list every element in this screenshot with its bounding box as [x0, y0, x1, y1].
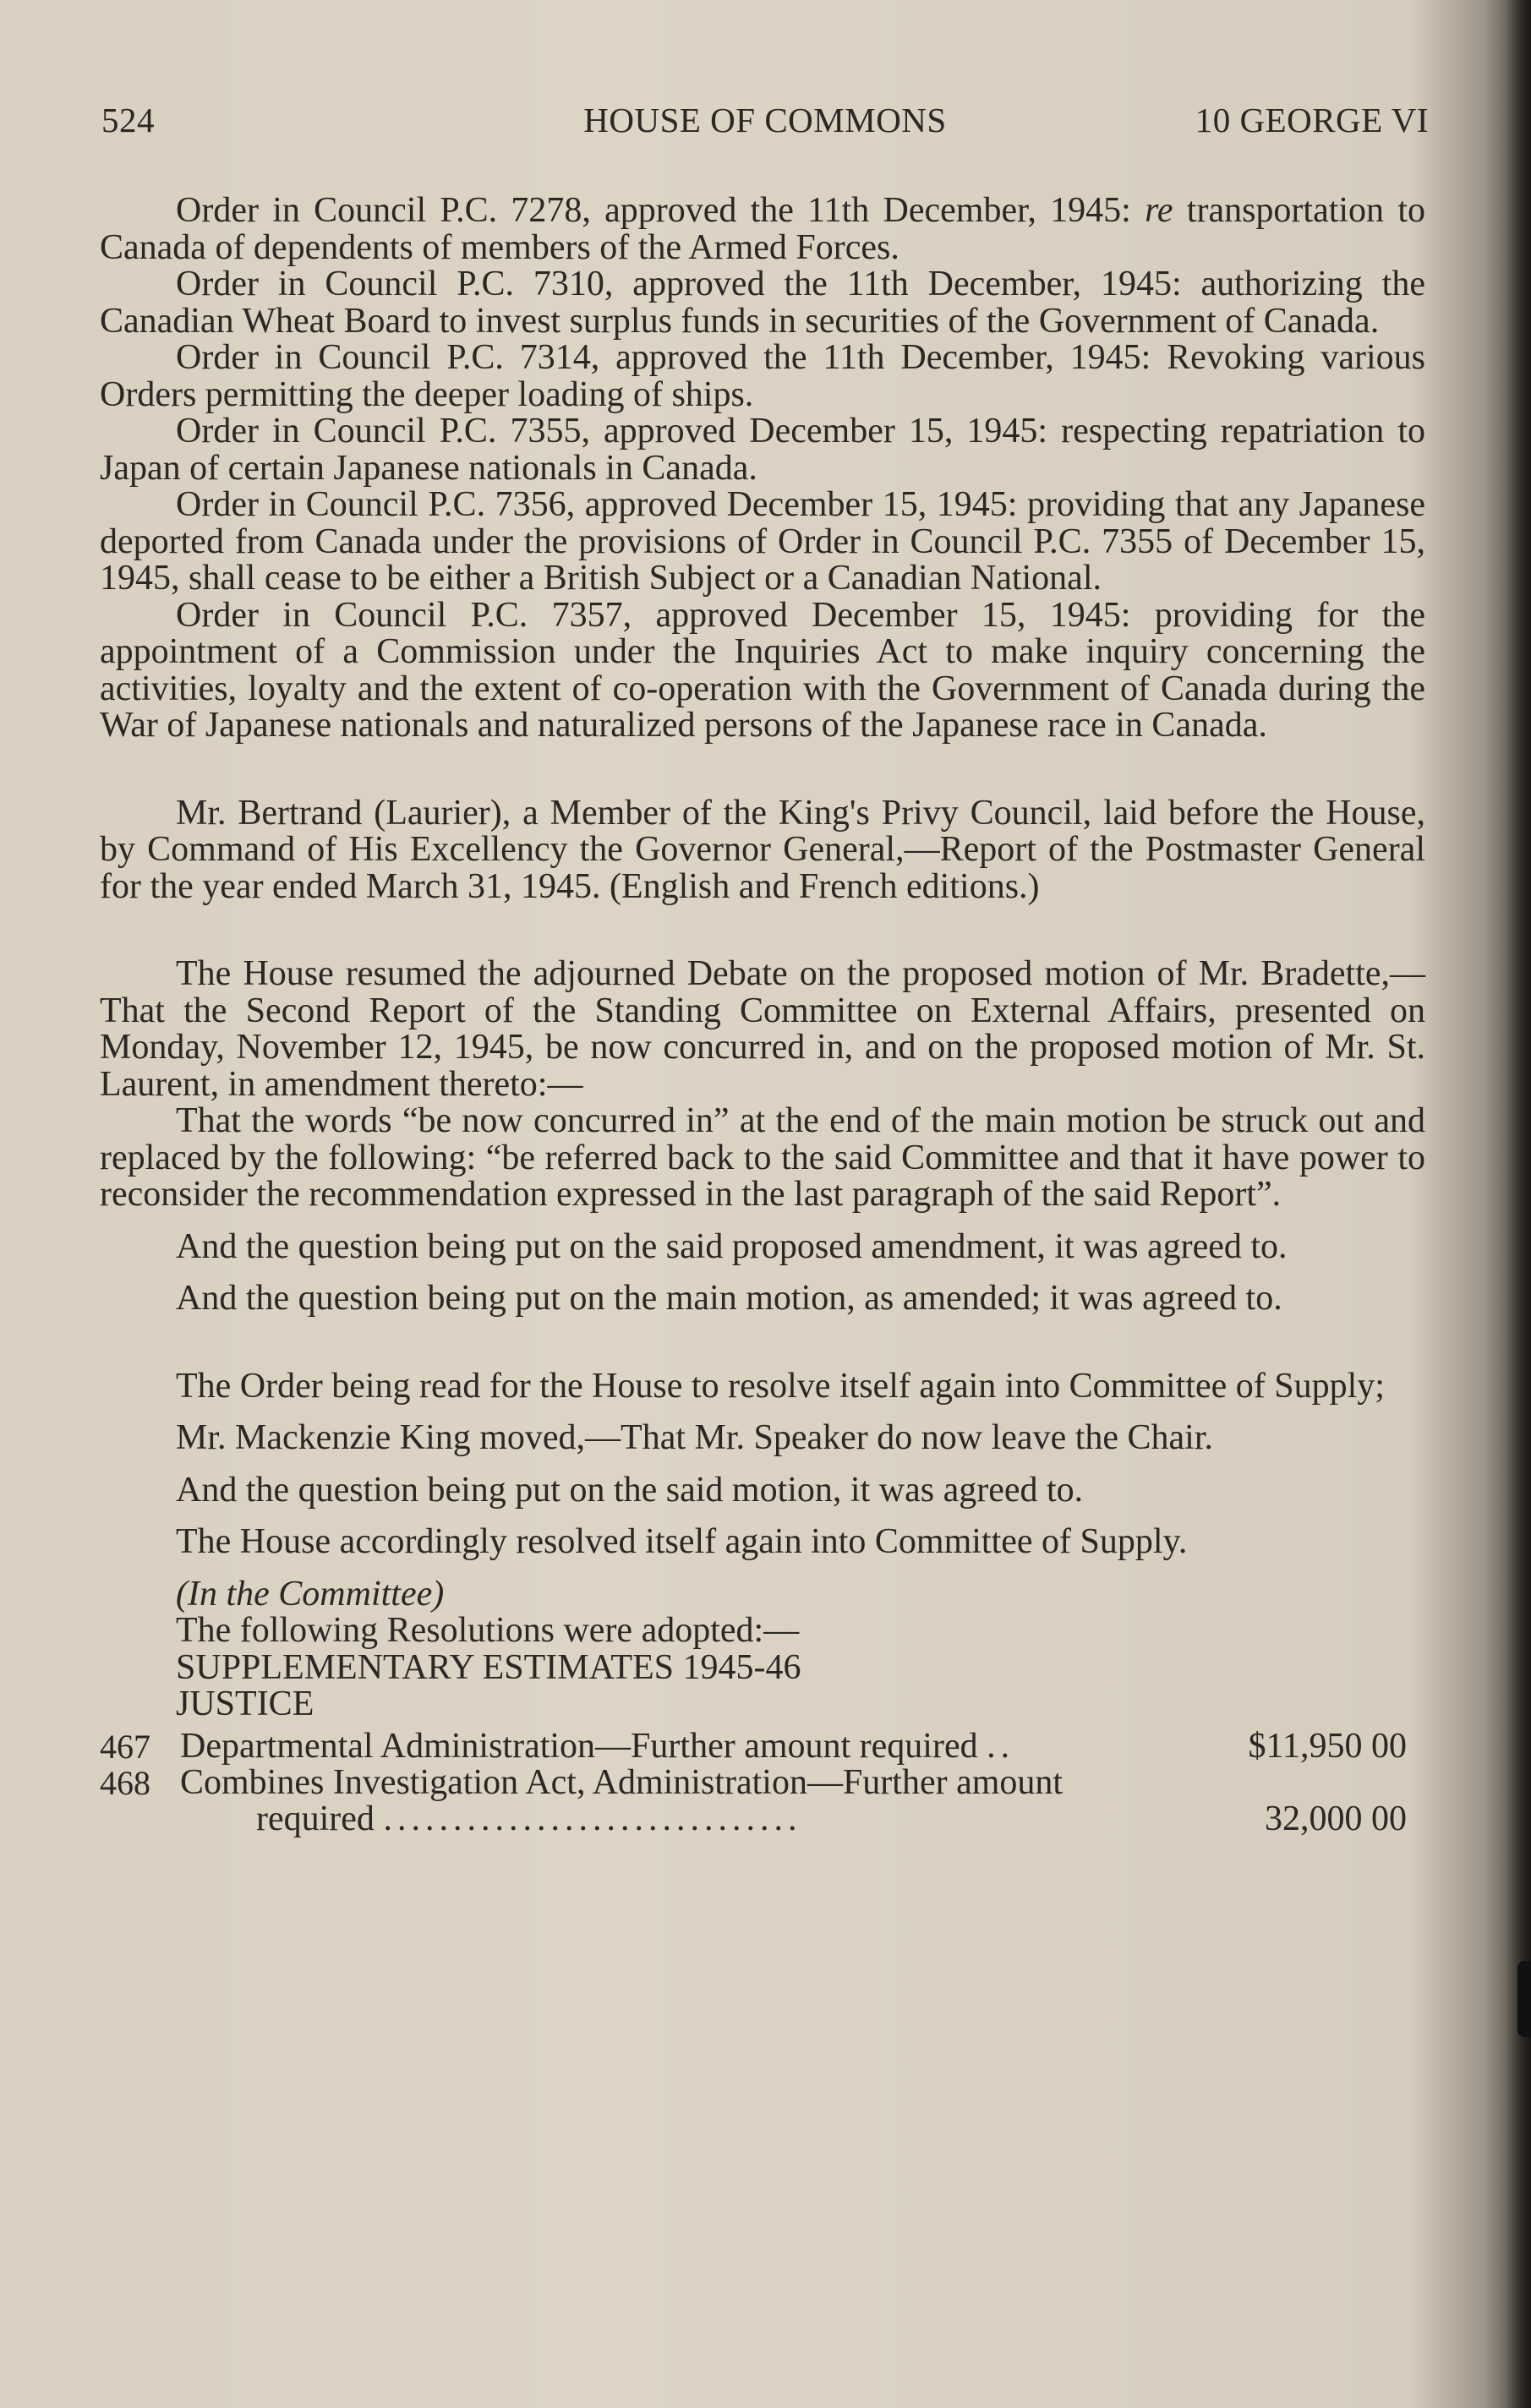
page-number: 524 [101, 101, 155, 139]
order-paragraph: Order in Council P.C. 7357, approved December 15, 1945: providing for the appointment of a Commission under the Inquiries Act to make inquiry concerning the activities, loyalty and the extent of co-operation with the Government of Canada during the War of Japanese nationals and naturalized persons of the Japanese race in Canada. [100, 595, 1425, 745]
binding-clip [1517, 1961, 1531, 2037]
journal-title: HOUSE OF COMMONS [583, 101, 947, 139]
in-committee-heading: (In the Committee) [176, 1574, 445, 1614]
supply-order-paragraph: The Order being read for the House to resolve itself again into Committee of Supply; [176, 1366, 1385, 1406]
journal-body [100, 193, 1425, 1837]
estimates-heading: SUPPLEMENTARY ESTIMATES 1945-46 [176, 1647, 801, 1687]
bertrand-report-paragraph: Mr. Bertrand (Laurier), a Member of the King's Privy Council, laid before the House, by Command of His Excellency the Governor General,—Report of the Postmaster General for the year ended March 31, 1945. (English and French editions.) [100, 793, 1425, 906]
estimate-item-continuation [100, 1801, 1425, 1837]
dot-leader: .............................. [383, 1799, 802, 1838]
estimate-description: Departmental Administration—Further amount required .. [180, 1726, 1015, 1766]
page-header [101, 100, 1429, 150]
order-paragraph: Order in Council P.C. 7310, approved the 11th December, 1945: authorizing the Canadian Wheat Board to invest surplus funds in securities of the Government of Canada. [100, 265, 1425, 341]
debate-resumed-paragraph: The House resumed the adjourned Debate on the proposed motion of Mr. Bradette,—That the Second Report of the Standing Committee on External Affairs, presented on Monday, November 12, 1945, be now concurred in, and on the proposed motion of Mr. St. Laurent, in amendment thereto:— [100, 954, 1425, 1104]
estimate-number: 467 [100, 1727, 150, 1766]
committee-resolved-paragraph: The House accordingly resolved itself again into Committee of Supply. [176, 1522, 1188, 1561]
order-paragraph: Order in Council P.C. 7278, approved the 11th December, 1945: re transportation to Canada of dependents of members of the Armed Forces. [100, 191, 1425, 267]
dot-leader: .. [987, 1726, 1015, 1766]
estimate-amount: 32,000 00 [1265, 1799, 1407, 1838]
estimate-description: Combines Investigation Act, Administration—Further amount [180, 1762, 1063, 1802]
regnal-year: 10 GEORGE VI [1195, 101, 1429, 139]
estimate-item [100, 1762, 1425, 1802]
question-amendment-paragraph: And the question being put on the said proposed amendment, it was agreed to. [176, 1226, 1288, 1266]
page-edge-shadow [1506, 0, 1531, 2408]
resolutions-adopted-paragraph: The following Resolutions were adopted:— [176, 1611, 800, 1650]
order-paragraph: Order in Council P.C. 7356, approved December 15, 1945: providing that any Japanese deported from Canada under the provisions of Order in Council P.C. 7355 of December 15, 1945, shall cease to be either a British Subject or a Canadian National. [100, 485, 1425, 598]
order-paragraph: Order in Council P.C. 7355, approved December 15, 1945: respecting repatriation to Japan of certain Japanese nationals in Canada. [100, 412, 1425, 488]
estimate-number: 468 [100, 1763, 150, 1802]
estimate-amount: $11,950 00 [1248, 1726, 1407, 1766]
question-main-paragraph: And the question being put on the main motion, as amended; it was agreed to. [176, 1279, 1282, 1318]
estimates-table [100, 1728, 1425, 1837]
order-paragraph: Order in Council P.C. 7314, approved the 11th December, 1945: Revoking various Orders permitting the deeper loading of ships. [100, 338, 1425, 414]
department-heading: JUSTICE [176, 1685, 314, 1723]
estimate-item [100, 1728, 1425, 1765]
amendment-paragraph: That the words “be now concurred in” at the end of the main motion be struck out and replaced by the following: “be referred back to the said Committee and that it have power to reconsider the recommendation expressed in the last paragraph of the said Report”. [100, 1101, 1425, 1214]
king-motion-paragraph: Mr. Mackenzie King moved,—That Mr. Speaker do now leave the Chair. [176, 1418, 1214, 1457]
estimate-description-continuation: required .............................. [256, 1799, 802, 1838]
question-motion-paragraph: And the question being put on the said motion, it was agreed to. [176, 1470, 1084, 1510]
